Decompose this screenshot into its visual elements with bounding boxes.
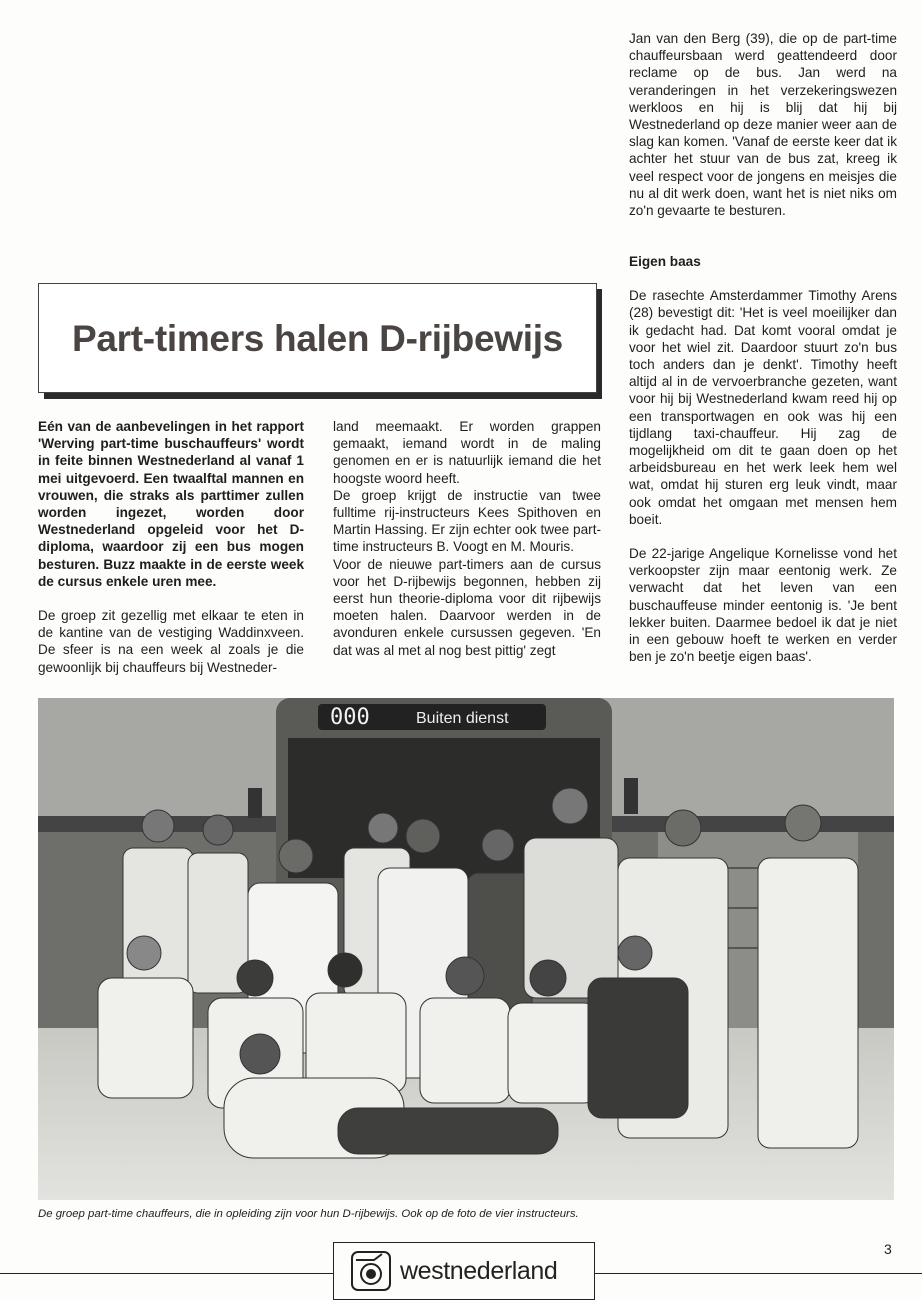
headline-shadow-bottom xyxy=(44,393,602,399)
logo-wordmark: westnederland xyxy=(400,1256,558,1285)
article-paragraph: De groep zit gezellig met elkaar te eten in de kantine van de vestiging Waddinxveen. De sfeer is na een week al zoals je die gewoonlijk bij chauffeurs bij Westneder- xyxy=(38,608,304,675)
subheading: Eigen baas xyxy=(629,254,701,269)
page-number: 3 xyxy=(884,1241,892,1257)
article-lead: Eén van de aanbevelingen in het rapport 'Werving part-time buschauffeurs' wordt in feite binnen Westnederland al vanaf 1 mei uitgevoerd. Een twaalftal mannen en vrouwen, die straks als parttimer zullen worden ingezet, worden door Westnederland opgeleid voor het D-diploma, waardoor zij een bus mogen besturen. Buzz maakte in de eerste week de cursus enkele uren mee. xyxy=(38,419,304,589)
group-photo xyxy=(38,698,894,1200)
headline-box xyxy=(38,283,597,393)
headline: Part-timers halen D-rijbewijs xyxy=(72,317,563,359)
article-paragraph: De rasechte Amsterdammer Timothy Arens (28) bevestigt dit: 'Het is veel moeilijker dan ik gedacht had. Dat komt vooral omdat je voor het wiel zit. Daardoor stuurt zo'n bus toch anders dan je denkt'. Timothy heeft altijd al in de vervoerbranche gezeten, want voor hij bij Westnederland kwam reed hij op een transportwagen en ook was hij een tijdlang taxi-chauffeur. Hij zag de mogelijkheid om dit te gaan doen op het arbeidsbureau en het werk leek hem wel wat, omdat hij sturen erg leuk vindt, maar ook omdat het omgaan met mensen hem boeit. xyxy=(629,288,897,527)
bus-number: 000 xyxy=(330,705,370,730)
article-paragraph: De groep krijgt de instructie van twee fulltime rij-instructeurs Kees Spithoven en Martin Hassing. Er zijn echter ook twee part-time instructeurs B. Voogt en M. Mouris. xyxy=(333,487,601,555)
bus-destination: Buiten dienst xyxy=(416,710,509,727)
article-paragraph: Voor de nieuwe part-timers aan de cursus voor het D-rijbewijs begonnen, hebben zij eerst hun theorie-diploma voor dit rijbewijs moeten halen. Daarvoor werden in de avonduren enkele cursussen gegeven. 'En dat was al met al nog best pittig' zegt xyxy=(333,556,601,658)
headline-shadow xyxy=(597,289,602,399)
publisher-logo xyxy=(333,1242,595,1300)
photo-caption: De groep part-time chauffeurs, die in opleiding zijn voor hun D-rijbewijs. Ook op de foto de vier instructeurs. xyxy=(38,1208,579,1220)
article-paragraph: land meemaakt. Er worden grappen gemaakt, iemand wordt in de maling genomen en er is natuurlijk iemand die het hoogste woord heeft. xyxy=(333,419,601,486)
article-column-2 xyxy=(333,418,601,659)
westnederland-logo-icon xyxy=(350,1250,392,1292)
article-paragraph: Jan van den Berg (39), die op de part-time chauffeursbaan werd geattendeerd door reclame op de bus. Jan werd na veranderingen in het verzekeringswezen werkloos en hij is blij dat hij bij Westnederland op deze manier weer aan de slag kan komen. 'Vanaf de eerste keer dat ik achter het stuur van de bus zat, kreeg ik veel respect voor de jongens en meisjes die nu al dit werk doen, want het is niet niks om zo'n gevaarte te besturen. xyxy=(629,31,897,219)
article-paragraph: De 22-jarige Angelique Kornelisse vond het verkoopster zijn maar eentonig werk. Ze verwacht dat het leven van een buschauffeuse minder eentonig is. 'Je bent lekker buiten. Daarmee bedoel ik dat je niet in een gebouw hoeft te werken en verder ben je zo'n beetje eigen baas'. xyxy=(629,546,897,665)
article-column-3 xyxy=(629,253,897,665)
article-column-1 xyxy=(38,418,304,676)
article-column-top xyxy=(629,30,897,219)
